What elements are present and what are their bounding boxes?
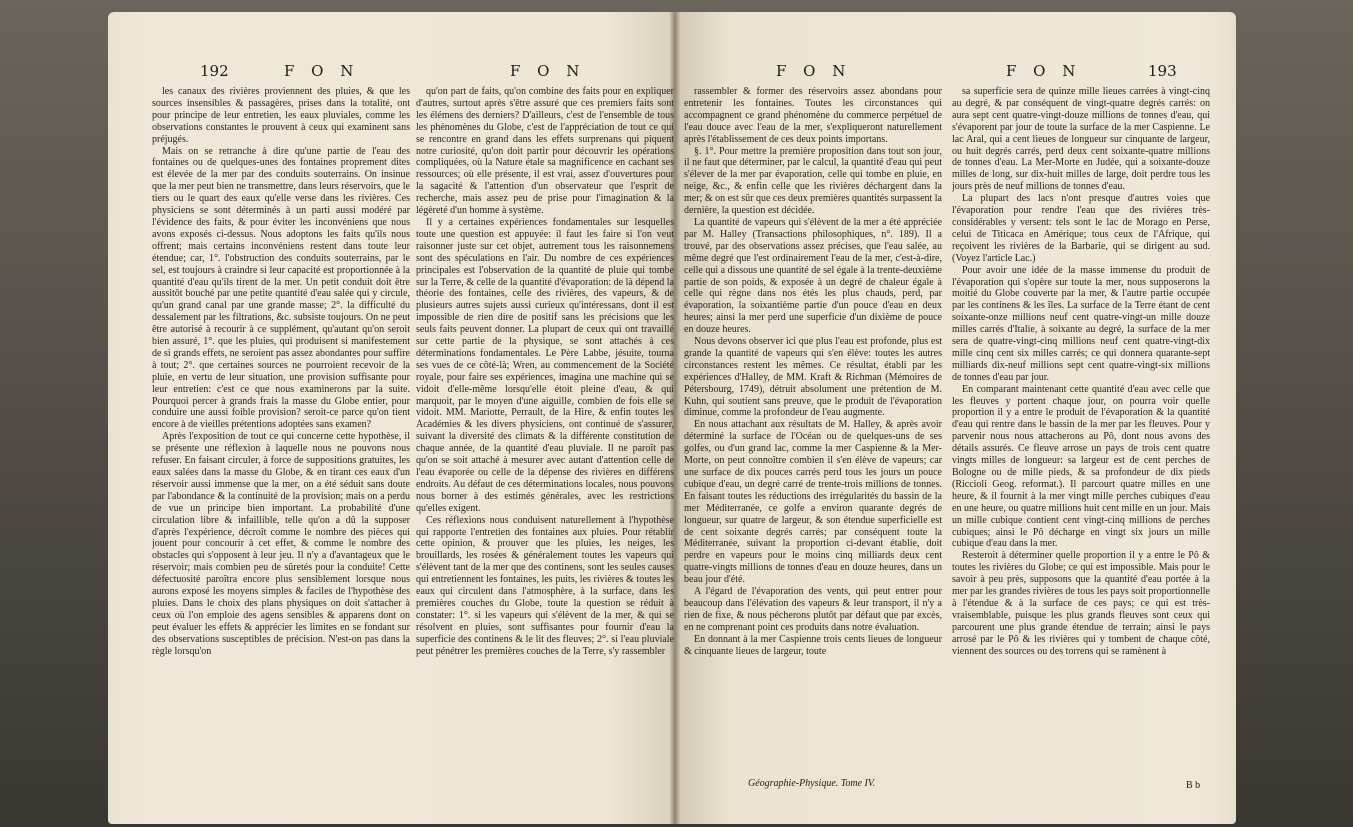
left-page-number: 192	[200, 62, 229, 80]
paragraph: rassembler & former des réservoirs assez abondans pour entretenir les fontaines. Toutes les circonstances qui accompagnent ce grand phénomène du commerce perpétuel de l'eau douce avec l'eau de la mer, s'expliqueront naturellement après l'établissement de ces deux points importans.	[684, 86, 942, 145]
paragraph: En donnant à la mer Caspienne trois cents lieues de longueur & cinquante lieues de largeur, toute	[684, 633, 942, 657]
paragraph: Resteroit à déterminer quelle proportion il y a entre le Pô & toutes les rivières du Globe; ce qui est impossible. Mais pour le savoir à peu près, supposons que la quantité d'eau portée à la mer par les grandes rivières de tous les pays soit proportionnelle à l'étendue & à la surface de ces pays; ce qui est très-vraisemblable, puisque les plus grands fleuves sont ceux qui parcourent une plus grande étendue de terrain; ainsi le pays arrosé par le Pô & les rivières qui y tombent de chaque côté, viennent des sources ou des torrens qui se ramènent à	[952, 550, 1210, 657]
paragraph: Il y a certaines expériences fondamentales sur lesquelles toute une question est appuyée: il faut les faire si l'on veut raisonner juste sur cet objet, autrement tous les raisonnemens sont des spéculations en l'air. Du nombre de ces expériences principales est l'observation de la quantité de pluie qui tombe sur la Terre, & celle de la quantité d'évaporation: de là dépend la théorie des fontaines, celle des rivières, des vapeurs, & de plusieurs autres sujets aussi curieux qu'intéressans, dont il est impossible de rien dire de positif sans les précisions que les seuls faits peuvent donner. La plupart de ceux qui ont travaillé sur cette partie de la physique, se sont attachés à ces déterminations fondamentales. Le Père Labbe, jésuite, tourna ses vues de ce côté-là; Wren, au commencement de la Société royale, pour faire ses expériences, imagina une machine qui se vidoit d'elle-même lorsqu'elle étoit pleine d'eau, & qui marquoit, par le moyen d'une aiguille, combien de fois elle se vidoit. MM. Mariotte, Perrault, de la Hire, & enfin toutes les Académies & les divers physiciens, ont continué de s'assurer, suivant la diversité des climats & la différente constitution de chaque année, de la quantité d'eau pluviale. Il ne paroît pas qu'on se soit attaché à mesurer avec autant d'attention celle de l'eau évaporée ou celle de la dépense des rivières en différens endroits. Au défaut de ces déterminations locales, nous pouvons nous borner à des estimés générales, avec les restrictions qu'elles exigent.	[416, 216, 674, 514]
right-running-head-2: F O N	[1006, 62, 1082, 80]
paragraph: Après l'exposition de tout ce qui concerne cette hypothèse, il se présente une réflexion à laquelle nous ne pouvons nous refuser. En faisant circuler, à force de suppositions gratuites, les eaux salées dans la masse du Globe, & en tirant ces eaux d'un réservoir aussi immense que la mer, on a été séduit sans doute par l'abondance & la continuité de la provision; mais on a perdu de vue un principe bien important. La probabilité d'une circulation libre & infaillible, telle qu'on a dû la supposer d'après l'expérience, décroît comme le nombre des pièces qui jouent pour concourir à cet effet, & comme le nombre des obstacles qui s'opposent à leur jeu. Il n'y a d'avantageux que le réservoir; mais combien peu de sûretés pour la conduite! Cette défectuosité paroîtra encore plus sensiblement lorsque nous aurons exposé les moyens simples & faciles de l'hypothèse des pluies. Dans le choix des plans physiques on doit s'attacher à ceux où l'on emploie des agens sensibles & apparens dont on peut évaluer les effets & apprécier les limites en se fondant sur des observations susceptibles de précision. N'est-on pas dans la règle lorsqu'on	[152, 431, 410, 657]
paragraph: Nous devons observer ici que plus l'eau est profonde, plus est grande la quantité de vapeurs qui s'en élève: toutes les autres circonstances restent les mêmes. Ce résultat, établi par les expériences d'Halley, de MM. Kraft & Richman (Mémoires de Pétersbourg, 1749), détruit absolument une prétention de M. Kuhn, qui soutient sans preuve, que le produit de l'évaporation diminue, comme la profondeur de l'eau augmente.	[684, 336, 942, 419]
signature-mark: B b	[1186, 780, 1201, 791]
right-column-2	[952, 86, 1210, 772]
paragraph: les canaux des rivières proviennent des pluies, & que les sources insensibles & passagères, prises dans la totalité, ont pour principe de leur entretien, les eaux pluviales, comme les observations constantes le prouvent à ceux qui examinent sans préjugés.	[152, 86, 410, 145]
paragraph: En comparant maintenant cette quantité d'eau avec celle que les fleuves y portent chaque jour, on pourra voir quelle proportion il y a entre le produit de l'évaporation & la quantité d'eau qui rentre dans le bassin de la mer par les fleuves. Pour y parvenir nous nous attacherons au Pô, dont nous avons des détails assurés. Ce fleuve arrose un pays de trois cent quatre vingts milles de longueur: sa largeur est de cent perches de Bologne ou de mille pieds, & sa profondeur de dix pieds (Riccioli Geog. reformat.). Il parcourt quatre milles en une heure, & il fournit à la mer vingt mille perches cubiques d'eau en une heure, ou quatre millions huit cent mille en un jour. Mais un mille cubique contient cent vingt-cinq millions de perches cubiques; ainsi le Pô décharge en vingt six jours un mille cubique d'eau dans la mer.	[952, 383, 1210, 550]
paragraph: La quantité de vapeurs qui s'élèvent de la mer a été appréciée par M. Halley (Transactions philosophiques, n°. 189). Il a trouvé, par des observations assez précises, que l'eau salée, au même degré que l'est ordinairement l'eau de la mer, c'est-à-dire, celle qui a dissous une quantité de sel égale à la trente-deuxième partie de son poids, & exposée à un degré de chaleur égale à celle qui règne dans nos étés les plus chauds, perd, par évaporation, la soixantième partie d'un pouce d'eau en deux heures; ainsi la mer perd une superficie d'un dixième de pouce en douze heures.	[684, 216, 942, 336]
paragraph: Mais on se retranche à dire qu'une partie de l'eau des fontaines ou de quelques-unes des fontaines proprement dites est élevée de la mer par des conduits souterrains. On insinue que la mer peut bien ne transmettre, dans leurs réservoirs, que le tiers ou le quart des eaux qu'elle verse dans les rivières. Ces physiciens se sont déterminés à un parti aussi modéré par l'évidence des faits, & pour éviter les inconvéniens que nous avons exposés ci-dessus. Nous adoptons les faits qu'ils nous offrent; mais certains inconvéniens restent dans toute leur étendue; car, 1°. l'obstruction des conduits souterrains, par le sel, est toujours à craindre si leur capacité est proportionnée à la quantité d'eau qu'ils tirent de la mer. Un petit conduit doit être aussitôt bouché par une petite quantité d'eau salée qui y circule, qu'un grand canal par une grande masse; 2°. la difficulté du dessalement par les filtrations, &c. subsiste toujours. On ne peut être autorisé à recourir à ce supplément, qu'autant qu'on seroit bien assuré, 1°. que les pluies, qui produisent si manifestement de si grands effets, ne seroient pas assez abondantes pour suffire à tout; 2°. que certaines sources ne pourroient recevoir de la pluie, en vertu de leur situation, une provision suffisante pour leur entretien: c'est ce que nous examinerons par la suite. Pourquoi percer à grands frais la masse du Globe entier, pour conduire une aussi foible provision? seroit-ce parce qu'on tient encore à de vieilles prétentions adoptées sans examen?	[152, 145, 410, 431]
paragraph: En nous attachant aux résultats de M. Halley, & après avoir déterminé la surface de l'Océan ou de quelques-uns de ses golfes, ou d'un grand lac, comme la mer Caspienne & la Mer-Morte, on peut connoître combien il s'en élève de vapeurs; car une surface de dix pouces carrés perd tous les jours un pouce cubique d'eau, un degré carré de trente-trois millions de tonnes. En faisant toutes les réductions des irrégularités du bassin de la mer Méditerranée, ce golfe a environ quarante degrés de longueur, sur quatre de largeur, & son étendue superficielle est de cent soixante degrés carrés; par conséquent toute la Méditerranée, suivant la proportion ci-devant établie, doit perdre en vapeurs pour le moins cinq milliards deux cent quatre-vingts millions de tonnes d'eau en douze heures, dans un beau jour d'été.	[684, 419, 942, 586]
paragraph: qu'on part de faits, qu'on combine des faits pour en expliquer d'autres, surtout après s'être assuré que ces premiers faits sont les élémens des derniers? D'ailleurs, c'est de l'ensemble de tous les phénomènes du Globe, c'est de l'appréciation de tout ce qui se rencontre en grand dans les effets surprenans qui piquent notre curiosité, qu'on doit partir pour découvrir les opérations compliquées, où la Nature étale sa magnificence en cachant ses ressources; où elle présente, il est vrai, assez d'ouvertures pour la sagacité & l'attention d'un observateur que l'esprit de recherche, mais assez peu de prise pour l'imagination & la légèreté d'un homme à système.	[416, 86, 674, 217]
right-running-head-1: F O N	[776, 62, 852, 80]
right-page-number: 193	[1148, 62, 1177, 80]
paragraph: La plupart des lacs n'ont presque d'autres voies que l'évaporation pour rendre l'eau que des rivières très-considérables y versent: tels sont le lac de Morago en Perse, celui de Titicaca en Amérique; tous ceux de l'Afrique, qui reçoivent les rivières de la Barbarie, qui se dirigent au sud. (Voyez l'article Lac.)	[952, 193, 1210, 264]
paragraph: §. 1°. Pour mettre la première proposition dans tout son jour, il ne faut que déterminer, par le calcul, la quantité d'eau qui peut s'élever de la mer par évaporation, celle qui tombe en pluie, en neige, &c., & enfin celle que les rivières déchargent dans la mer; & on est sûr que ces deux premières quantités surpassent la dernière, la question est décidée.	[684, 145, 942, 217]
left-column-1	[152, 86, 410, 806]
footer-title: Géographie-Physique. Tome IV.	[748, 778, 876, 789]
left-column-2	[416, 86, 674, 806]
paragraph: A l'égard de l'évaporation des vents, qui peut entrer pour beaucoup dans l'élévation des vapeurs & leur transport, il n'y a rien de fixe, & nous pécherons plutôt par défaut que par excès, en ne comprenant point ces produits dans notre évaluation.	[684, 586, 942, 633]
paragraph: Pour avoir une idée de la masse immense du produit de l'évaporation qui s'opère sur toute la mer, nous supposerons la moitié du Globe couverte par la mer, & l'autre partie occupée par les continens & les îles. La surface de la Terre étant de cent soixante-onze millions neuf cent quatre-vingt-un mille douze milles carrés d'Italie, à soixante au degré, la surface de la mer sera de quatre-vingt-cinq millions neuf cent quatre-vingt-dix mille cinq cent six milles carrés; ce qui donnera quarante-sept milliards dix-neuf millions sept cent quatre-vingt-six millions de tonnes d'eau par jour.	[952, 264, 1210, 383]
right-column-1	[684, 86, 942, 772]
paragraph: sa superficie sera de quinze mille lieues carrées à vingt-cinq au degré, & par conséquent de vingt-quatre degrés carrés: on aura sept cent quatre-vingt-douze millions de tonnes d'eau, qui s'évaporent par jour de toute la surface de la mer Caspienne. Le lac Aral, qui a cent lieues de longueur sur cinquante de largeur, ou huit degrés carrés, perd deux cent soixante-quatre millions de tonnes d'eau. La Mer-Morte en Judée, qui a soixante-douze milles de long, sur dix-huit milles de large, doit perdre tous les jours près de neuf millions de tonnes d'eau.	[952, 86, 1210, 193]
left-running-head-2: F O N	[510, 62, 586, 80]
paragraph: Ces réflexions nous conduisent naturellement à l'hypothèse qui rapporte l'entretien des fontaines aux pluies. Pour rétablir cette opinion, & prouver que les pluies, les neiges, les brouillards, les rosées & généralement toutes les vapeurs qui s'élèvent tant de la mer que des continens, sont les seules causes qui entretiennent les fontaines, les puits, les rivières & toutes les eaux qui circulent dans l'atmosphère, à la surface, dans les premières couches du Globe, toute la question se réduit à constater: 1°. si les vapeurs qui s'élèvent de la mer, & qui se résolvent en pluies, sont suffisantes pour fournir d'eau la superficie des continens & le lit des fleuves; 2°. si l'eau pluviale peut pénétrer les premières couches de la Terre, s'y rassembler	[416, 514, 674, 657]
left-running-head-1: F O N	[284, 62, 360, 80]
